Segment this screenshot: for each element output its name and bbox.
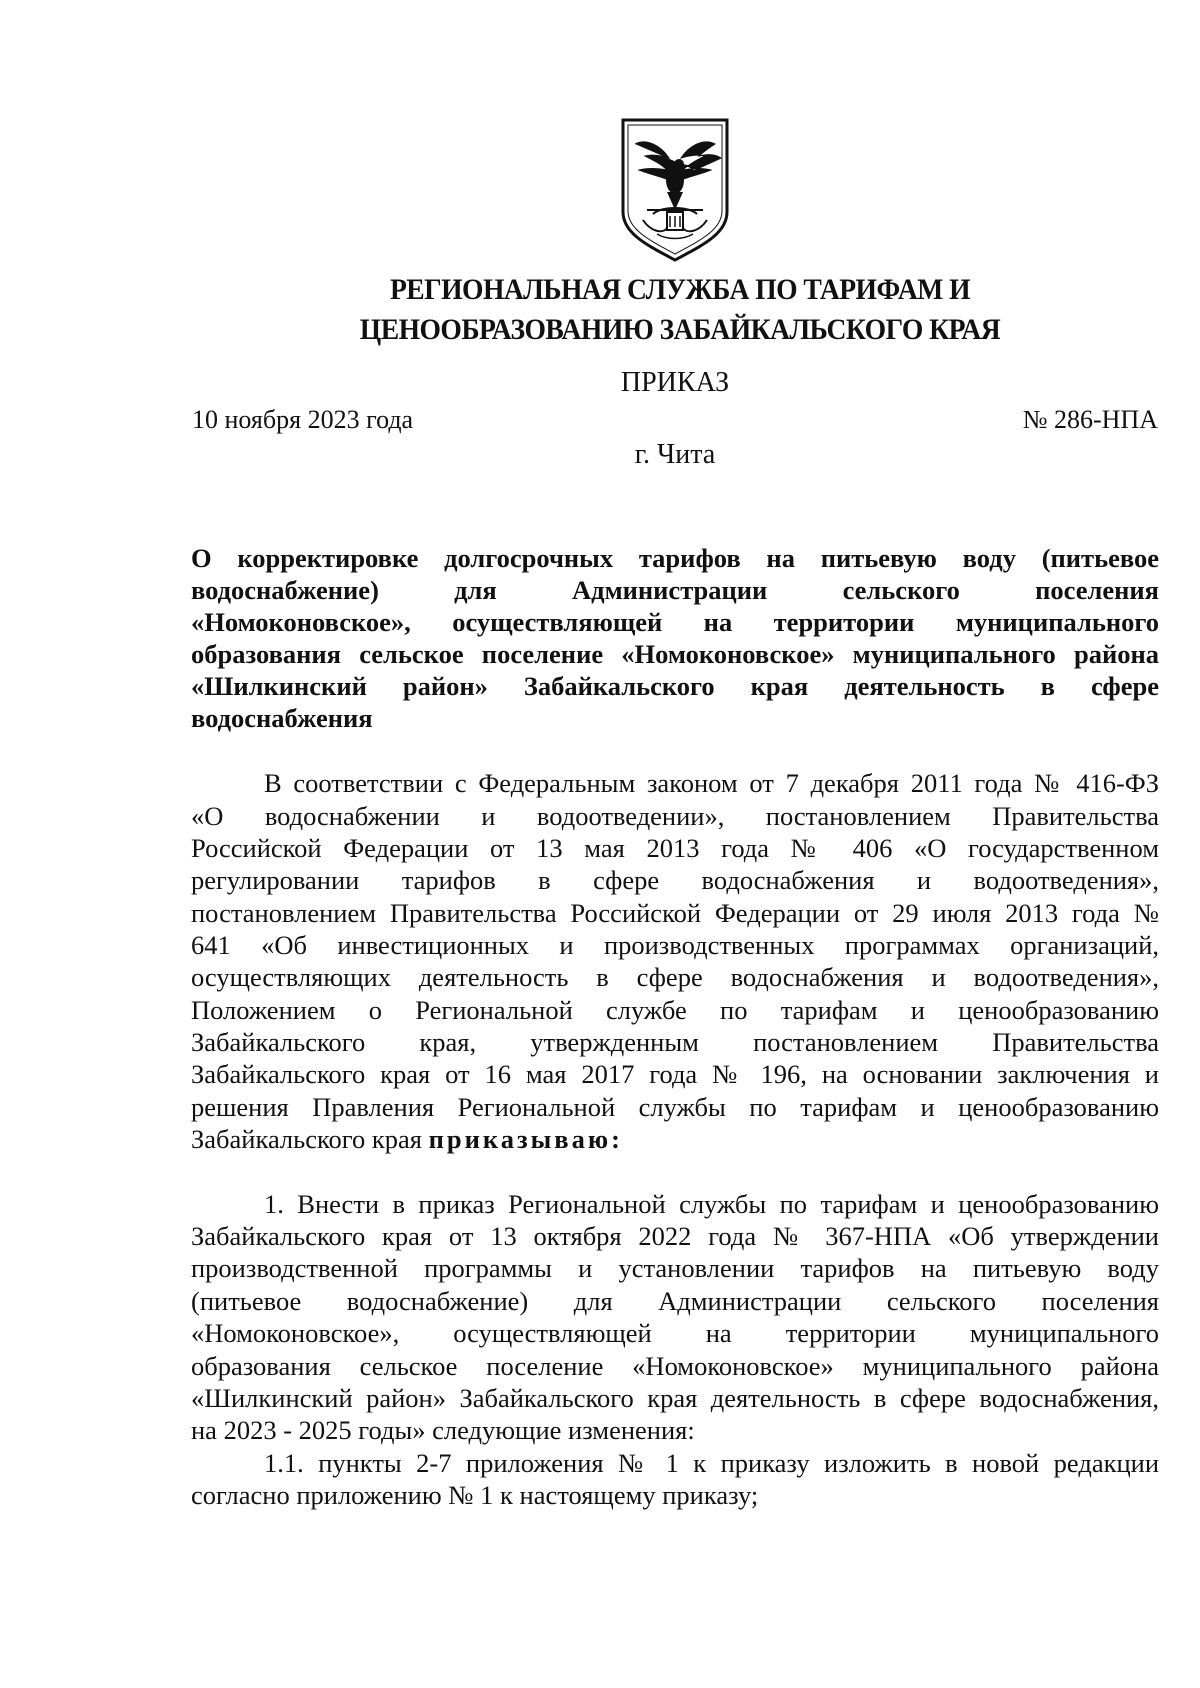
subject-line: водоснабжение) для Администрации сельского поселения bbox=[191, 575, 1159, 605]
preamble-line: Российской Федерации от 13 мая 2013 года № 406 «О государственном bbox=[191, 833, 1159, 863]
document-date: 10 ноября 2023 года bbox=[192, 405, 414, 434]
item-1-line: образования сельское поселение «Номоконовское» муниципального района bbox=[191, 1351, 1159, 1381]
item-1-line: 1. Внести в приказ Региональной службы по тарифам и ценообразованию bbox=[264, 1189, 1159, 1219]
preamble-line: постановлением Правительства Российской Федерации от 29 июля 2013 года № bbox=[191, 898, 1159, 928]
item-1-line: Забайкальского края от 13 октября 2022 года № 367-НПА «Об утверждении bbox=[191, 1221, 1159, 1251]
organization-title-line-1: РЕГИОНАЛЬНАЯ СЛУЖБА ПО ТАРИФАМ И bbox=[389, 273, 971, 306]
organization-title-line-2: ЦЕНООБРАЗОВАНИЮ ЗАБАЙКАЛЬСКОГО КРАЯ bbox=[359, 313, 1001, 346]
item-1-1-line: 1.1. пункты 2-7 приложения № 1 к приказу изложить в новой редакции bbox=[264, 1448, 1159, 1478]
preamble-line: Забайкальского края от 16 мая 2017 года № 196, на основании заключения и bbox=[191, 1059, 1159, 1089]
preamble-line: осуществляющих деятельность в сфере водоснабжения и водоотведения», bbox=[191, 962, 1159, 992]
document-city: г. Чита bbox=[634, 439, 716, 470]
item-1-1-line: согласно приложению № 1 к настоящему приказу; bbox=[191, 1480, 759, 1510]
item-1-line: (питьевое водоснабжение) для Администрации сельского поселения bbox=[191, 1286, 1159, 1316]
preamble-line: 641 «Об инвестиционных и производственных программах организаций, bbox=[191, 930, 1159, 960]
preamble-line: Положением о Региональной службе по тарифам и ценообразованию bbox=[191, 995, 1159, 1025]
preamble-line: решения Правления Региональной службы по тарифам и ценообразованию bbox=[191, 1092, 1159, 1122]
preamble-last-line-text: Забайкальского края bbox=[191, 1124, 429, 1154]
preamble-last-line bbox=[191, 1123, 1159, 1155]
preamble-line: В соответствии с Федеральным законом от 7 декабря 2011 года № 416-ФЗ bbox=[264, 768, 1159, 798]
subject-line: «Номоконовское», осуществляющей на территории муниципального bbox=[191, 607, 1159, 637]
item-1-line: на 2023 - 2025 годы» следующие изменения: bbox=[191, 1415, 695, 1445]
order-word: приказываю: bbox=[428, 1124, 623, 1154]
preamble-line: «О водоснабжении и водоотведении», постановлением Правительства bbox=[191, 801, 1159, 831]
subject-line: О корректировке долгосрочных тарифов на питьевую воду (питьевое bbox=[191, 543, 1159, 573]
document-type: ПРИКАЗ bbox=[620, 367, 730, 398]
item-1-line: производственной программы и установлении тарифов на питьевую воду bbox=[191, 1253, 1159, 1283]
item-1-line: «Номоконовское», осуществляющей на территории муниципального bbox=[191, 1318, 1159, 1348]
subject-line: «Шилкинский район» Забайкальского края деятельность в сфере bbox=[191, 671, 1159, 701]
subject-line: образования сельское поселение «Номоконовское» муниципального района bbox=[191, 639, 1159, 669]
preamble-line: регулировании тарифов в сфере водоснабжения и водоотведения», bbox=[191, 865, 1159, 895]
subject-line: водоснабжения bbox=[191, 703, 373, 733]
preamble-line: Забайкальского края, утвержденным постановлением Правительства bbox=[191, 1027, 1159, 1057]
item-1-line: «Шилкинский район» Забайкальского края деятельность в сфере водоснабжения, bbox=[191, 1383, 1159, 1413]
coat-of-arms-icon bbox=[617, 114, 733, 264]
document-number: № 286-НПА bbox=[1022, 405, 1158, 434]
